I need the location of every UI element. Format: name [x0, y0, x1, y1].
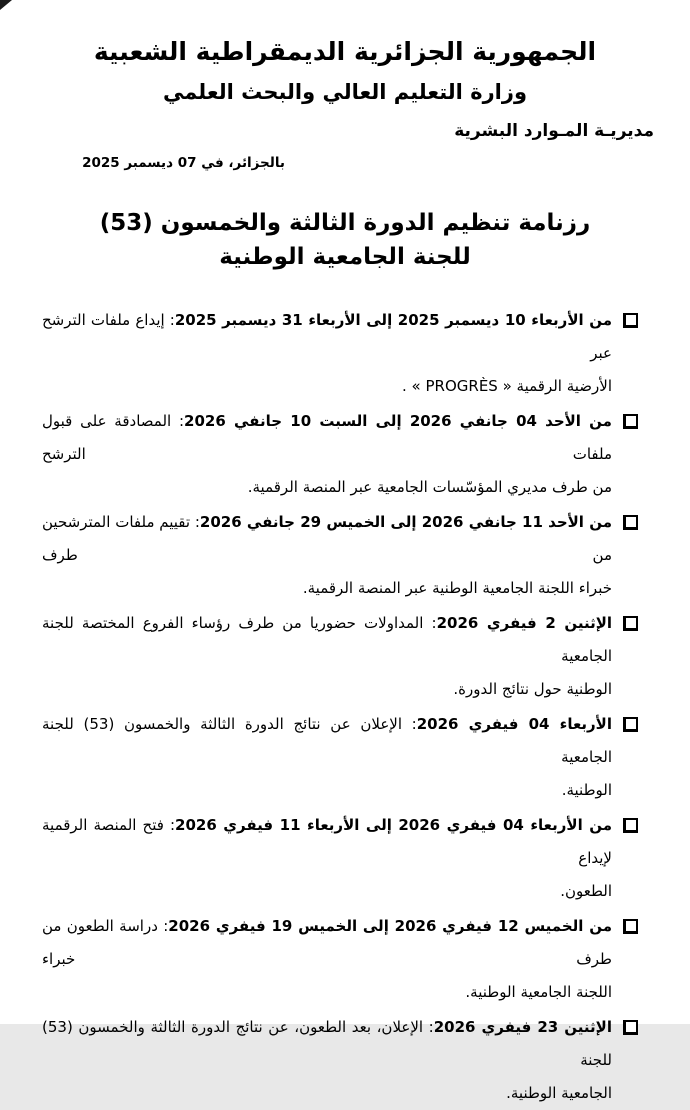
description-part: : تقييم ملفات المترشحين من طرف [42, 513, 612, 564]
directorate-label: مديريـة المـوارد البشرية [454, 121, 654, 141]
date-range: الإثنين 23 فيفري 2026 [433, 1018, 612, 1036]
scan-corner-artifact [0, 0, 12, 10]
description-part: : إيداع ملفات الترشح عبر [42, 311, 612, 362]
description-part: : المداولات حضوريا من طرف رؤساء الفروع المختصة للجنة الجامعية [42, 614, 612, 665]
ministry-header: وزارة التعليم العالي والبحث العلمي [162, 80, 528, 104]
schedule-item-6 [42, 809, 640, 908]
schedule-item-line1 [42, 607, 612, 673]
document-title [0, 206, 690, 274]
date-range: من الأحد 11 جانفي 2026 إلى الخميس 29 جانفي 2026 [199, 513, 612, 531]
description-part: : الإعلان، بعد الطعون، عن نتائج الدورة الثالثة والخمسون (53) للجنة [42, 1018, 612, 1069]
schedule-item-line1 [42, 809, 612, 875]
schedule-item-4 [42, 607, 640, 706]
date-range: من الأحد 04 جانفي 2026 إلى السبت 10 جانفي 2026 [184, 412, 612, 430]
schedule-item-line1 [42, 506, 612, 572]
place-date-line: بالجزائر، في 07 ديسمبر 2025 [82, 155, 285, 171]
schedule-item-line1 [42, 910, 612, 976]
schedule-list [0, 304, 690, 1110]
schedule-item-2 [42, 405, 640, 504]
document-title-line1: رزنامة تنظيم الدورة الثالثة والخمسون (53) [99, 210, 591, 236]
checkbox-bullet-icon [623, 818, 638, 833]
document-title-line2: للجنة الجامعية الوطنية [219, 244, 471, 270]
checkbox-bullet-icon [623, 313, 638, 328]
schedule-item-7 [42, 910, 640, 1009]
date-range: من الأربعاء 10 ديسمبر 2025 إلى الأربعاء 31 ديسمبر 2025 [174, 311, 612, 329]
checkbox-bullet-icon [623, 515, 638, 530]
checkbox-bullet-icon [623, 414, 638, 429]
description-part: : المصادقة على قبول ملفات الترشح [42, 412, 612, 463]
schedule-item-5 [42, 708, 640, 807]
description-part: : الإعلان عن نتائج الدورة الثالثة والخمسون (53) للجنة الجامعية [42, 715, 612, 766]
schedule-item-line1 [42, 1011, 612, 1077]
schedule-item-line2: خبراء اللجنة الجامعية الوطنية عبر المنصة الرقمية. [302, 579, 612, 597]
schedule-item-line1 [42, 304, 612, 370]
republic-header: الجمهورية الجزائرية الديمقراطية الشعبية [93, 37, 597, 66]
description-part: : فتح المنصة الرقمية لإيداع [42, 816, 612, 867]
schedule-item-8 [42, 1011, 640, 1110]
schedule-item-1 [42, 304, 640, 403]
schedule-item-3 [42, 506, 640, 605]
schedule-item-line2: اللجنة الجامعية الوطنية. [465, 983, 612, 1001]
schedule-item-line2: الوطنية حول نتائج الدورة. [453, 680, 612, 698]
schedule-item-line2: من طرف مديري المؤسّسات الجامعية عبر المنصة الرقمية. [247, 478, 612, 496]
schedule-item-line1 [42, 708, 612, 774]
checkbox-bullet-icon [623, 717, 638, 732]
checkbox-bullet-icon [623, 1020, 638, 1035]
date-range: من الأربعاء 04 فيفري 2026 إلى الأربعاء 11 فيفري 2026 [175, 816, 613, 834]
checkbox-bullet-icon [623, 616, 638, 631]
schedule-item-line2: الطعون. [560, 882, 612, 900]
description-part: : دراسة الطعون من طرف خبراء [42, 917, 612, 968]
date-range: الأربعاء 04 فيفري 2026 [416, 715, 612, 733]
schedule-item-line1 [42, 405, 612, 471]
schedule-item-line2: الوطنية. [561, 781, 612, 799]
schedule-item-line2: الجامعية الوطنية. [506, 1084, 612, 1102]
date-range: من الخميس 12 فيفري 2026 إلى الخميس 19 فيفري 2026 [168, 917, 613, 935]
checkbox-bullet-icon [623, 919, 638, 934]
date-range: الإثنين 2 فيفري 2026 [436, 614, 613, 632]
schedule-item-line2: الأرضية الرقمية ‎« PROGRÈS »‎ . [402, 377, 612, 395]
